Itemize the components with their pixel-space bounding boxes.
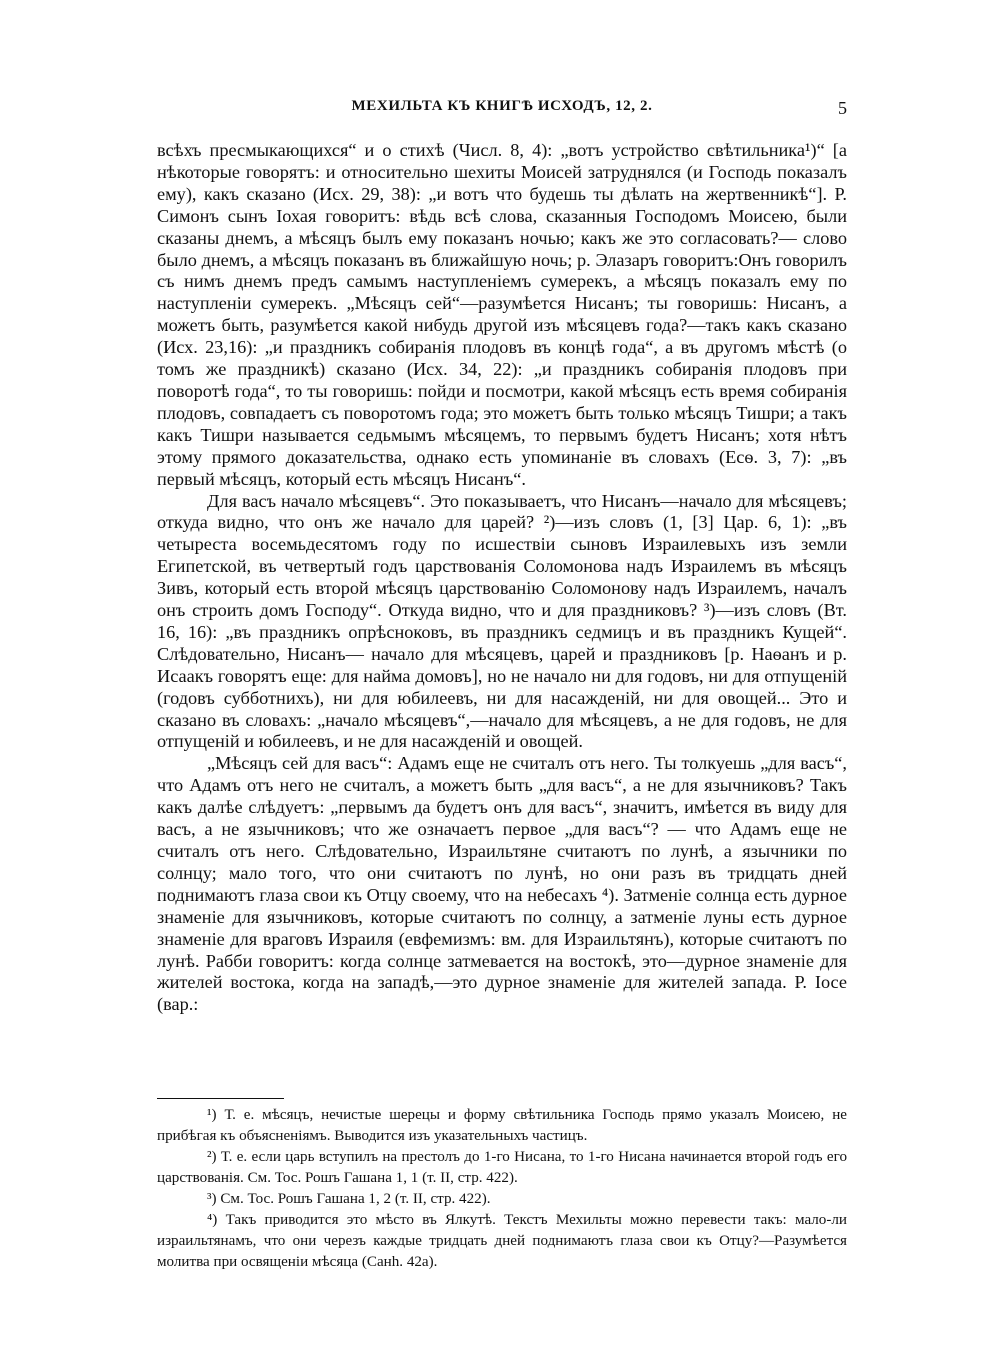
footnote: ²) Т. е. если царь вступилъ на престолъ до 1-го Нисана, то 1-го Нисана начинается второй годъ его царствованія. См. Тос. Рошъ Гашана 1, 1 (т. II, стр. 422). (157, 1149, 847, 1186)
footnotes (157, 1105, 847, 1273)
footnote: ¹) Т. е. мѣсяцъ, нечистые шерецы и форму свѣтильника Господь прямо указалъ Моисею, не прибѣгая къ объясненіямъ. Выводится изъ указательныхъ частицъ. (157, 1107, 847, 1144)
paragraph: „Мѣсяцъ сей для васъ“: Адамъ еще не считалъ отъ него. Ты толкуешь „для васъ“, что Адамъ отъ него не считалъ, а можетъ быть „для васъ“, а не для язычниковъ? Такъ какъ далѣе слѣдуетъ: „первымъ да будетъ онъ для васъ“, значитъ, имѣется въ виду для васъ, а не язычниковъ; что же означаетъ первое „для васъ“? — что Адамъ еще не считалъ отъ него. Слѣдовательно, Израильтяне считаютъ по лунѣ, а язычники по солнцу; мало того, что они считаютъ по лунѣ, но они разъ въ тридцать дней поднимаютъ глаза свои къ Отцу своему, что на небесахъ ⁴). Затменіе солнца есть дурное знаменіе для язычниковъ, которые считаютъ по солнцу, а затменіе луны есть дурное знаменіе для враговъ Израиля (евфемизмъ: вм. для Израильтянъ), которые считаютъ по лунѣ. Рабби говоритъ: когда солнце затмевается на востокѣ, это—дурное знаменіе для жителей востока, когда на западѣ,—это дурное знаменіе для жителей запада. Р. Iосе (вар.: (157, 753, 847, 1015)
paragraph: Для васъ начало мѣсяцевъ“. Это показываетъ, что Нисанъ—начало для мѣсяцевъ; откуда видно, что онъ же начало для царей? ²)—изъ словъ (1, [3] Цар. 6, 1): „въ четыреста восемьдесятомъ году по исшествіи сыновъ Израилевыхъ изъ земли Египетской, въ четвертый годъ царствованія Соломонова надъ Израилемъ въ мѣсяцъ Зивъ, который есть второй мѣсяцъ царствованію Соломонову надъ Израилемъ, началъ онъ строить домъ Господу“. Откуда видно, что и для праздниковъ? ³)—изъ словъ (Вт. 16, 16): „въ праздникъ опрѣсноковъ, въ праздникъ седмицъ и въ праздникъ Кущей“. Слѣдовательно, Нисанъ— начало для мѣсяцевъ, царей и праздниковъ [р. Наѳанъ и р. Исаакъ говорятъ еще: для найма домовъ], но не начало ни для годовъ, ни для отпущеній (годовъ субботнихъ), ни для юбилеевъ, ни для насажденій, ни для овощей... Это и сказано въ словахъ: „начало мѣсяцевъ“,—начало для мѣсяцевъ, а не для годовъ, не для отпущеній и юбилеевъ, и не для насажденій и овощей. (157, 490, 847, 752)
footnote: ³) См. Тос. Рошъ Гашана 1, 2 (т. II, стр. 422). (207, 1191, 491, 1207)
paragraph: всѣхъ пресмыкающихся“ и о стихѣ (Числ. 8, 4): „вотъ устройство свѣтильника¹)“ [а нѣкоторые говорятъ: и относительно шехиты Моисей затруднялся (и Господь показалъ ему), какъ сказано (Исх. 29, 38): „и вотъ что будешь ты дѣлать на жертвенникѣ“]. Р. Симонъ сынъ Iохая говоритъ: вѣдь всѣ слова, сказанныя Господомъ Моисею, были сказаны днемъ, а мѣсяцъ былъ ему показанъ ночью; какъ же это согласовать?— слово было днемъ, а мѣсяцъ показанъ въ ближайшую ночь; р. Элазаръ говоритъ:Онъ говорилъ съ нимъ днемъ предъ самымъ наступленіемъ сумерекъ, а мѣсяцъ показалъ ему по наступленіи сумерекъ. „Мѣсяцъ сей“—разумѣется Нисанъ; ты говоришь: Нисанъ, а можетъ быть, разумѣется какой нибудь другой изъ мѣсяцевъ года?—такъ какъ сказано (Исх. 23,16): „и праздникъ собиранія плодовъ въ концѣ года“, а въ другомъ мѣстѣ (о томъ же праздникѣ) сказано (Исх. 34, 22): „и праздникъ собиранія плодовъ при поворотѣ года“, то ты говоришь: пойди и посмотри, какой мѣсяцъ есть время собиранія плодовъ, совпадаетъ съ поворотомъ года; это можетъ быть только мѣсяцъ Тишри; а такъ какъ Тишри называется седьмымъ мѣсяцемъ, то первымъ будетъ Нисанъ; хотя нѣтъ этому прямого доказательства, однако есть упоминаніе въ словахъ (Есѳ. 3, 7): „въ первый мѣсяцъ, который есть мѣсяцъ Нисанъ“. (157, 140, 847, 489)
footnote: ⁴) Такъ приводится это мѣсто въ Ялкутѣ. Текстъ Мехильты можно перевести такъ: мало-ли израильтянамъ, что они черезъ каждые тридцать дней поднимаютъ глаза свои къ Отцу?—Разумѣется молитва при освященіи мѣсяца (Санh. 42а). (157, 1212, 847, 1270)
footnote-divider (157, 1098, 284, 1099)
main-text (157, 140, 847, 1016)
page-number: 5 (838, 98, 847, 118)
running-title: МЕХИЛЬТА КЪ КНИГѢ ИСХОДЪ, 12, 2. (351, 98, 653, 114)
running-head (157, 98, 847, 122)
